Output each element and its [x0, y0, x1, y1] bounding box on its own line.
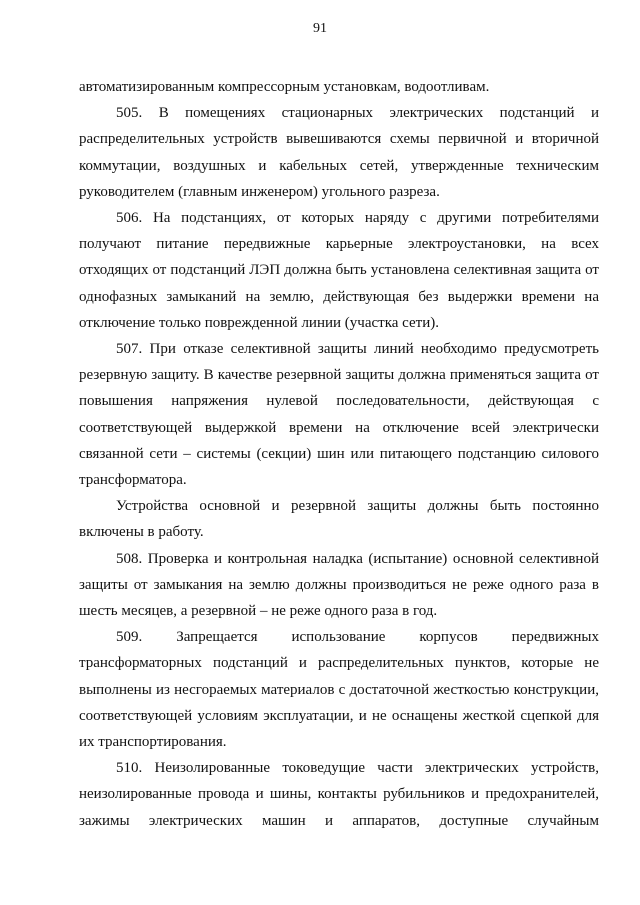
paragraph-508: 508. Проверка и контрольная наладка (испытание) основной селективной защиты от замыкания на землю должны производиться не реже одного раза в шесть месяцев, а резервной – не реже одного раза в год.	[79, 550, 599, 620]
paragraph-506: 506. На подстанциях, от которых наряду с другими потребителями получают питание передвижные карьерные электроустановки, на всех отходящих от подстанций ЛЭП должна быть установлена селективная защита от однофазных замыканий на землю, действующая без выдержки времени на отключение только поврежденной линии (участка сети).	[79, 210, 599, 331]
paragraph-507: 507. При отказе селективной защиты линий необходимо предусмотреть резервную защиту. В качестве резервной защиты должна применяться защита от повышения напряжения нулевой последовательности, действующая с соответствующей выдержкой времени на отключение всей электрически связанной сети – системы (секции) шин или питающего подстанцию силового трансформатора.	[79, 341, 599, 489]
paragraph-509: 509. Запрещается использование корпусов передвижных трансформаторных подстанций и распределительных пунктов, которые не выполнены из несгораемых материалов с достаточной жесткостью конструкции, соответствующей условиям эксплуатации, и не оснащены жесткой сцепкой для их транспортирования.	[79, 629, 599, 751]
paragraph-510: 510. Неизолированные токоведущие части электрических устройств, неизолированные провода и шины, контакты рубильников и предохранителей, зажимы электрических машин и аппаратов, доступные случайным	[79, 760, 599, 829]
paragraph-continuation: автоматизированным компрессорным установкам, водоотливам.	[79, 79, 490, 95]
paragraph-505: 505. В помещениях стационарных электрических подстанций и распределительных устройств вывешиваются схемы первичной и вторичной коммутации, воздушных и кабельных сетей, утвержденные техническим руководителем (главным инженером) угольного разреза.	[79, 105, 599, 200]
page-number: 91	[313, 21, 327, 36]
document-body	[79, 74, 599, 834]
paragraph-protection-note: Устройства основной и резервной защиты должны быть постоянно включены в работу.	[79, 498, 599, 541]
